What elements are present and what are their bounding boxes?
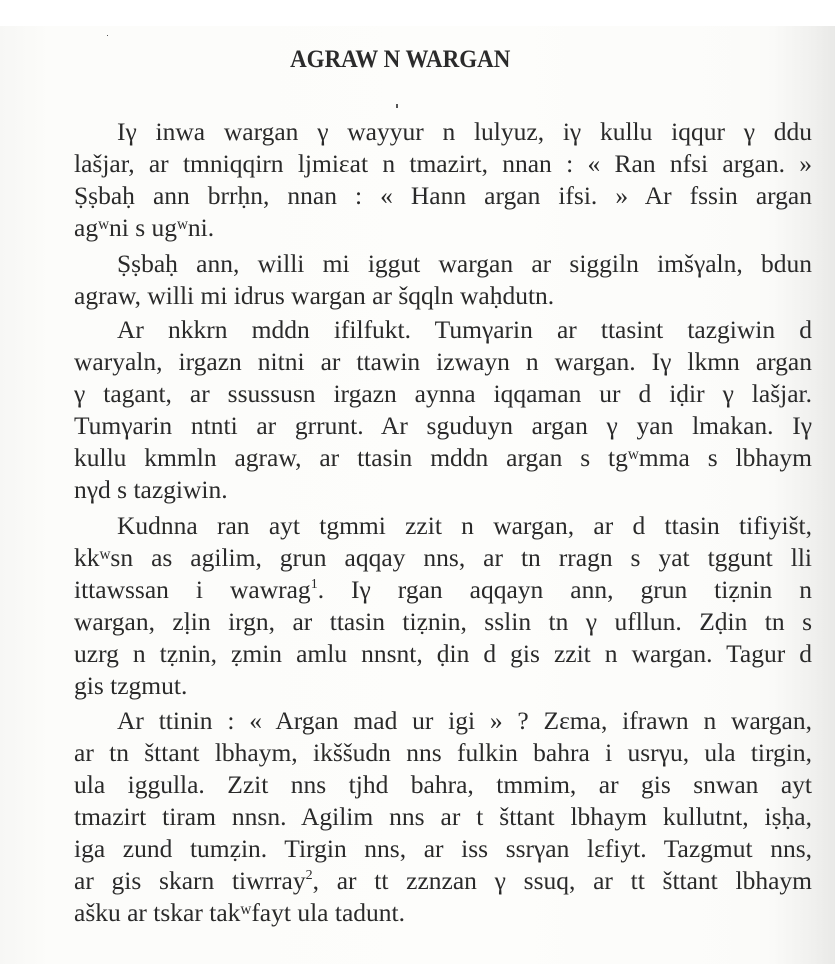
text-fragment: . Iγ rgan aqqayn ann, grun tiẓnin n xyxy=(317,575,812,604)
text-line: Kudnna ran ayt tgmmi zzit n wargan, ar d ttasin tifiyišt, xyxy=(117,511,812,540)
text-fragment: , ar tt zznzan γ ssuq, ar tt šttant lbhaym xyxy=(312,866,812,895)
text-line: Ṣṣbaḥ ann brrḥn, nnan : « Hann argan ifsi. » Ar fssin argan xyxy=(74,181,812,210)
text-line: Ar nkkrn mddn ifilfukt. Tumγarin ar ttasint tazgiwin d xyxy=(117,315,812,344)
text-line: agʷni s ugʷni. xyxy=(74,213,215,242)
text-line: ašku ar tskar takʷfayt ula tadunt. xyxy=(74,898,405,927)
text-line: tmazirt tiram nnsn. Agilim nns ar t šttant lbhaym kullutnt, iṣḥa, xyxy=(74,802,812,831)
page-title: AGRAW N WARGAN xyxy=(290,46,511,73)
text-line: γ tagant, ar ssussusn irgazn aynna iqqaman ur d iḍir γ lašjar. xyxy=(74,379,812,408)
text-line: ar tn šttant lbhaym, ikššudn nns fulkin bahra i usrγu, ula tirgin, xyxy=(74,738,812,767)
text-line: uzrg n tẓnin, ẓmin amlu nnsnt, ḍin d gis zzit n wargan. Tagur d xyxy=(74,639,812,668)
text-fragment: ittawssan i wawrag xyxy=(74,575,311,604)
text-line: kullu kmmln agraw, ar ttasin mddn argan s tgʷmma s lbhaym xyxy=(74,443,812,472)
text-line: waryaln, irgazn nitni ar ttawin izwayn n wargan. Iγ lkmn argan xyxy=(74,347,812,376)
text-line xyxy=(74,574,812,606)
scan-speck xyxy=(107,35,108,36)
text-line: wargan, zḷin irgn, ar ttasin tiẓnin, sslin tn γ ufllun. Zḍin tn s xyxy=(74,607,812,636)
text-line: iga zund tumẓin. Tirgin nns, ar iss ssrγan lεfiyt. Tazgmut nns, xyxy=(74,834,812,863)
text-line: Iγ inwa wargan γ wayyur n lulyuz, iγ kullu iqqur γ ddu xyxy=(117,117,812,146)
text-line: lašjar, ar tmniqqirn ljmiεat n tmazirt, nnan : « Ran nfsi argan. » xyxy=(74,149,812,178)
footnote-marker-2[interactable]: 2 xyxy=(305,868,313,883)
footnote-marker-1[interactable]: 1 xyxy=(310,577,318,592)
text-line: agraw, willi mi idrus wargan ar šqqln waḥdutn. xyxy=(74,281,555,310)
text-line: kkʷsn as agilim, grun aqqay nns, ar tn rragn s yat tggunt lli xyxy=(74,543,812,572)
text-line: nγd s tazgiwin. xyxy=(74,475,228,504)
text-line: gis tzgmut. xyxy=(74,671,188,700)
scan-speck xyxy=(396,104,398,108)
text-line: ula iggulla. Zzit nns tjhd bahra, tmmim, ar gis snwan ayt xyxy=(74,770,812,799)
text-line: Ar ttinin : « Argan mad ur igi » ? Zεma, ifrawn n wargan, xyxy=(117,706,812,735)
text-line xyxy=(74,865,812,897)
text-line: Ṣṣbaḥ ann, willi mi iggut wargan ar siggiln imšγaln, bdun xyxy=(117,249,812,278)
scan-margin xyxy=(0,0,835,26)
text-line: Tumγarin ntnti ar grrunt. Ar sguduyn argan γ yan lmakan. Iγ xyxy=(74,411,812,440)
text-fragment: ar gis skarn tiwrray xyxy=(74,866,306,895)
